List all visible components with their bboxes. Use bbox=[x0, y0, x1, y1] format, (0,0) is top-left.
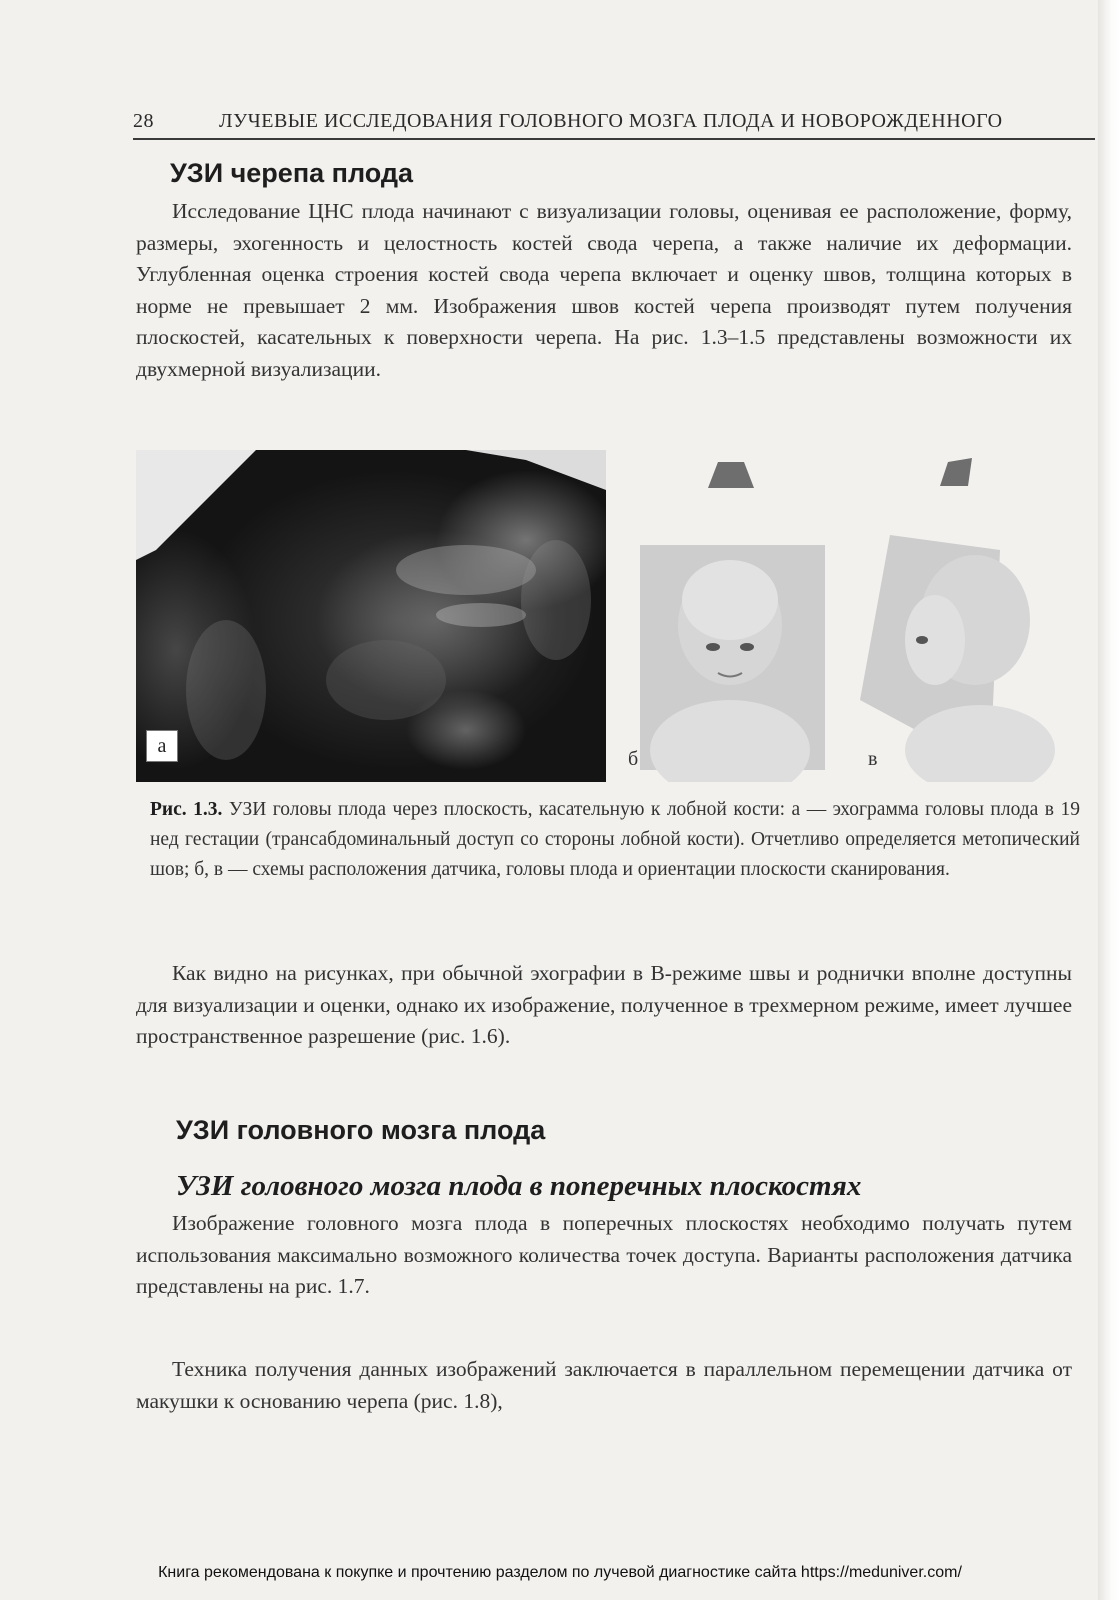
section-heading-brain: УЗИ головного мозга плода bbox=[176, 1115, 546, 1145]
page-number: 28 bbox=[133, 110, 154, 132]
paragraph-transverse: Изображение головного мозга плода в поперечных плоскостях необходимо получать путем использования максимально возможного количества точек доступа. Варианты расположения датчика представлены на рис. 1.7. bbox=[136, 1211, 1072, 1298]
baby-side-illustration bbox=[850, 450, 1080, 782]
caption-text: УЗИ головы плода через плоскость, касательную к лобной кости: а — эхограмма головы плода в 19 нед гестации (трансабдоминальный доступ со стороны лобной кости). Отчетливо определяется метопический шов; б, в — схемы расположения датчика, головы плода и ориентации плоскости сканирования. bbox=[150, 799, 1080, 880]
paragraph-technique: Техника получения данных изображений заключается в параллельном перемещении датчика от макушки к основанию черепа (рис. 1.8), bbox=[136, 1357, 1072, 1413]
caption-title: Рис. 1.3. bbox=[150, 799, 223, 820]
figure-label-v: в bbox=[868, 748, 878, 770]
figure-caption bbox=[150, 795, 1080, 885]
baby-diagram-side bbox=[850, 450, 1080, 782]
baby-front-illustration bbox=[620, 450, 840, 782]
ultrasound-image bbox=[136, 450, 606, 782]
figure-label-a: а bbox=[146, 730, 178, 762]
subsection-heading-transverse: УЗИ головного мозга плода в поперечных плоскостях bbox=[176, 1170, 862, 1202]
page-edge bbox=[1098, 0, 1120, 1600]
running-title: ЛУЧЕВЫЕ ИССЛЕДОВАНИЯ ГОЛОВНОГО МОЗГА ПЛОДА И НОВОРОЖДЕННОГО bbox=[219, 110, 1003, 132]
ultrasound-texture bbox=[136, 450, 606, 782]
footer-note: Книга рекомендована к покупке и прочтению разделом по лучевой диагностике сайта https://meduniver.com/ bbox=[158, 1564, 962, 1581]
baby-diagram-front bbox=[620, 450, 840, 782]
paragraph-skull: Исследование ЦНС плода начинают с визуализации головы, оценивая ее расположение, форму, размеры, эхогенность и целостность костей свода черепа, а также наличие их деформации. Углубленная оценка строения костей свода черепа включает и оценку швов, толщина которых в норме не превышает 2 мм. Изображения швов костей черепа производят путем получения плоскостей, касательных к поверхности черепа. На рис. 1.3–1.5 представлены возможности их двухмерной визуализации. bbox=[136, 199, 1072, 381]
paragraph-3d-comparison: Как видно на рисунках, при обычной эхографии в В-режиме швы и роднички вполне доступны для визуализации и оценки, однако их изображение, полученное в трехмерном режиме, имеет лучшее пространственное разрешение (рис. 1.6). bbox=[136, 961, 1072, 1048]
figure-label-b: б bbox=[628, 748, 639, 770]
section-heading-skull: УЗИ черепа плода bbox=[170, 158, 414, 188]
running-header bbox=[133, 108, 1095, 140]
